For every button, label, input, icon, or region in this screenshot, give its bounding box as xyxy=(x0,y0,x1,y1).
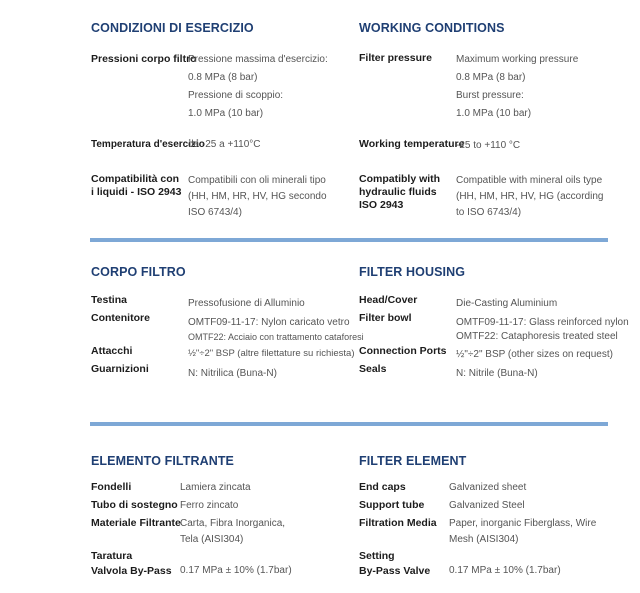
value-line: Compatible with mineral oils type xyxy=(456,175,603,186)
value-compatibly xyxy=(456,173,603,221)
label-filtration-media: Filtration Media xyxy=(359,517,437,529)
label-seals: Seals xyxy=(359,363,387,375)
value-line: Mesh (AISI304) xyxy=(449,534,519,545)
label-line: Setting xyxy=(359,550,395,562)
label-line: Compatibly with xyxy=(359,173,441,185)
value-fondelli: Lamiera zincata xyxy=(180,482,251,493)
label-materiale-filtrante: Materiale Filtrante xyxy=(91,517,181,529)
value-materiale-filtrante xyxy=(180,516,285,548)
value-connection-ports: ½"÷2" BSP (other sizes on request) xyxy=(456,349,613,360)
value-line: Tela (AISI304) xyxy=(180,534,244,545)
value-working-temperature: -25 to +110 °C xyxy=(456,140,521,151)
value-line: Maximum working pressure xyxy=(456,54,579,65)
value-compatibilita xyxy=(188,173,327,221)
label-head-cover: Head/Cover xyxy=(359,294,418,306)
value-filter-pressure xyxy=(456,52,578,124)
label-connection-ports: Connection Ports xyxy=(359,345,447,357)
value-line: ISO 6743/4) xyxy=(188,207,242,218)
value-testina: Pressofusione di Alluminio xyxy=(188,298,305,309)
label-line: Taratura xyxy=(91,550,133,562)
label-fondelli: Fondelli xyxy=(91,481,132,493)
label-line: hydraulic fluids xyxy=(359,186,437,198)
value-pressioni xyxy=(188,52,328,124)
value-line: 0.8 MPa (8 bar) xyxy=(456,72,526,83)
value-line: Paper, inorganic Fiberglass, Wire xyxy=(449,518,597,529)
value-line: Carta, Fibra Inorganica, xyxy=(180,518,286,529)
value-seals: N: Nitrile (Buna-N) xyxy=(456,368,538,379)
section-divider xyxy=(90,238,608,242)
value-line: OMTF09-11-17: Glass reinforced nylon xyxy=(456,317,629,328)
label-contenitore: Contenitore xyxy=(91,312,150,324)
label-tubo-sostegno: Tubo di sostegno xyxy=(91,499,178,511)
value-setting: 0.17 MPa ± 10% (1.7bar) xyxy=(449,565,561,576)
value-line: to ISO 6743/4) xyxy=(456,207,522,218)
section-title-filter-housing: FILTER HOUSING xyxy=(359,265,466,279)
label-guarnizioni: Guarnizioni xyxy=(91,363,149,375)
value-line: Pressione massima d'esercizio: xyxy=(188,54,328,65)
value-tubo-sostegno: Ferro zincato xyxy=(180,500,239,511)
value-line: Pressione di scoppio: xyxy=(188,90,284,101)
value-line: OMTF22: Acciaio con trattamento cataforesi xyxy=(188,332,364,342)
label-line: i liquidi - ISO 2943 xyxy=(91,186,182,198)
label-filter-bowl: Filter bowl xyxy=(359,312,412,324)
section-title-working-conditions: WORKING CONDITIONS xyxy=(359,21,505,35)
section-title-filter-element: FILTER ELEMENT xyxy=(359,454,467,468)
section-divider xyxy=(90,422,608,426)
value-temperatura: da -25 a +110°C xyxy=(188,139,261,150)
label-attacchi: Attacchi xyxy=(91,345,133,357)
label-testina: Testina xyxy=(91,294,127,306)
section-title-condizioni: CONDIZIONI DI ESERCIZIO xyxy=(91,21,254,35)
value-filtration-media xyxy=(449,516,596,548)
label-compatibly xyxy=(359,173,440,212)
value-filter-bowl xyxy=(456,317,629,343)
value-line: 1.0 MPa (10 bar) xyxy=(188,108,264,119)
value-line: OMTF22: Cataphoresis treated steel xyxy=(456,331,618,342)
label-line: ISO 2943 xyxy=(359,199,404,211)
value-attacchi: ½"÷2" BSP (altre filettature su richiesta) xyxy=(188,348,355,359)
value-line: (HH, HM, HR, HV, HG (according xyxy=(456,191,604,202)
label-line: By-Pass Valve xyxy=(359,565,431,577)
value-line: Compatibili con oli minerali tipo xyxy=(188,175,326,186)
label-line: Valvola By-Pass xyxy=(91,565,172,577)
label-pressioni: Pressioni corpo filtro xyxy=(91,53,197,65)
value-line: 1.0 MPa (10 bar) xyxy=(456,108,532,119)
value-head-cover: Die-Casting Aluminium xyxy=(456,298,558,309)
label-support-tube: Support tube xyxy=(359,499,425,511)
label-setting xyxy=(359,549,430,579)
section-title-corpo-filtro: CORPO FILTRO xyxy=(91,265,186,279)
value-support-tube: Galvanized Steel xyxy=(449,500,525,511)
label-taratura xyxy=(91,549,172,579)
value-contenitore xyxy=(188,317,364,343)
label-line: Compatibilità con xyxy=(91,173,180,185)
label-temperatura: Temperatura d'esercizio xyxy=(91,139,205,150)
value-line: 0.8 MPa (8 bar) xyxy=(188,72,258,83)
value-line: Burst pressure: xyxy=(456,90,524,101)
label-compatibilita xyxy=(91,173,181,199)
value-line: (HH, HM, HR, HV, HG secondo xyxy=(188,191,327,202)
label-end-caps: End caps xyxy=(359,481,406,493)
label-working-temperature: Working temperature xyxy=(359,138,465,150)
value-guarnizioni: N: Nitrilica (Buna-N) xyxy=(188,368,277,379)
label-filter-pressure: Filter pressure xyxy=(359,52,432,64)
section-title-elemento-filtrante: ELEMENTO FILTRANTE xyxy=(91,454,234,468)
value-taratura: 0.17 MPa ± 10% (1.7bar) xyxy=(180,565,292,576)
value-end-caps: Galvanized sheet xyxy=(449,482,527,493)
value-line: OMTF09-11-17: Nylon caricato vetro xyxy=(188,317,350,328)
